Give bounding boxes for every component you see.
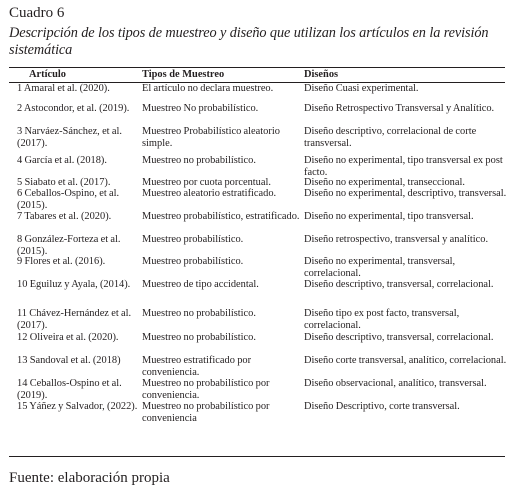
sampling-type-cell: Muestreo aleatorio estratificado. <box>142 188 277 199</box>
sampling-type-cell: Muestreo no probabilístico por conveniencia <box>142 401 270 424</box>
table-row <box>0 83 510 103</box>
table-row <box>0 308 510 332</box>
table-row <box>0 332 510 355</box>
table-caption: Descripción de los tipos de muestreo y diseño que utilizan los artículos en la revisión sistemática <box>9 25 489 58</box>
article-cell: 5 Siabato et al. (2017). <box>17 177 111 188</box>
design-cell: Diseño no experimental, transeccional. <box>304 177 465 188</box>
article-cell: 8 González-Forteza et al. (2015). <box>17 234 121 257</box>
design-cell: Diseño Retrospectivo Transversal y Analítico. <box>304 103 495 114</box>
table-row <box>0 103 510 126</box>
sampling-type-cell: El artículo no declara muestreo. <box>142 83 274 94</box>
article-cell: 7 Tabares et al. (2020). <box>17 211 112 222</box>
design-cell: Diseño observacional, analítico, transversal. <box>304 378 487 389</box>
table-row <box>0 155 510 177</box>
column-header-tipos-de-muestreo: Tipos de Muestreo <box>142 69 225 80</box>
table-number-label: Cuadro 6 <box>9 5 65 21</box>
table-header <box>0 68 510 82</box>
table-row <box>0 401 510 423</box>
design-cell: Diseño descriptivo, correlacional de corte transversal. <box>304 126 477 149</box>
table-row <box>0 188 510 211</box>
sampling-type-cell: Muestreo no probabilístico. <box>142 308 256 319</box>
column-header-disenos: Diseños <box>304 69 339 80</box>
design-cell: Diseño no experimental, transversal, correlacional. <box>304 256 456 279</box>
table-row <box>0 355 510 378</box>
table-row <box>0 126 510 155</box>
sampling-type-cell: Muestreo Probabilístico aleatorio simple. <box>142 126 280 149</box>
table-bottom-rule <box>9 456 505 457</box>
article-cell: 10 Eguiluz y Ayala, (2014). <box>17 279 131 290</box>
sampling-type-cell: Muestreo no probabilístico por conveniencia. <box>142 378 270 401</box>
design-cell: Diseño corte transversal, analítico, correlacional. <box>304 355 507 366</box>
sampling-type-cell: Muestreo No probabilístico. <box>142 103 259 114</box>
table-body <box>0 83 510 423</box>
article-cell: 1 Amaral et al. (2020). <box>17 83 110 94</box>
design-cell: Diseño Cuasi experimental. <box>304 83 419 94</box>
article-cell: 2 Astocondor, et al. (2019). <box>17 103 130 114</box>
article-cell: 9 Flores et al. (2016). <box>17 256 106 267</box>
article-cell: 11 Chávez-Hernández et al. (2017). <box>17 308 132 331</box>
table-row <box>0 177 510 188</box>
design-cell: Diseño retrospectivo, transversal y analítico. <box>304 234 489 245</box>
sampling-type-cell: Muestreo probabilístico. <box>142 234 244 245</box>
article-cell: 15 Yáñez y Salvador, (2022). <box>17 401 138 412</box>
article-cell: 14 Ceballos-Ospino et al. (2019). <box>17 378 122 401</box>
design-cell: Diseño no experimental, tipo transversal. <box>304 211 474 222</box>
design-cell: Diseño no experimental, descriptivo, transversal. <box>304 188 507 199</box>
sampling-type-cell: Muestreo probabilístico. <box>142 256 244 267</box>
table-row <box>0 234 510 256</box>
design-cell: Diseño tipo ex post facto, transversal, correlacional. <box>304 308 460 331</box>
table-row <box>0 256 510 279</box>
sampling-type-cell: Muestreo estratificado por conveniencia. <box>142 355 252 378</box>
table-row <box>0 211 510 234</box>
sampling-type-cell: Muestreo no probabilístico. <box>142 155 256 166</box>
sampling-type-cell: Muestreo de tipo accidental. <box>142 279 259 290</box>
sampling-type-cell: Muestreo por cuota porcentual. <box>142 177 271 188</box>
design-cell: Diseño descriptivo, transversal, correlacional. <box>304 279 494 290</box>
article-cell: 3 Narváez-Sánchez, et al. (2017). <box>17 126 122 149</box>
sampling-type-cell: Muestreo probabilístico, estratificado. <box>142 211 300 222</box>
design-cell: Diseño descriptivo, transversal, correlacional. <box>304 332 494 343</box>
design-cell: Diseño no experimental, tipo transversal ex post facto. <box>304 155 503 178</box>
article-cell: 6 Ceballos-Ospino, et al. (2015). <box>17 188 120 211</box>
column-header-articulo: Artículo <box>29 69 66 80</box>
sampling-type-cell: Muestreo no probabilístico. <box>142 332 256 343</box>
table-row <box>0 279 510 308</box>
article-cell: 4 García et al. (2018). <box>17 155 107 166</box>
design-cell: Diseño Descriptivo, corte transversal. <box>304 401 460 412</box>
source-note: Fuente: elaboración propia <box>9 470 170 486</box>
article-cell: 12 Oliveira et al. (2020). <box>17 332 119 343</box>
article-cell: 13 Sandoval et al. (2018) <box>17 355 121 366</box>
table-row <box>0 378 510 401</box>
